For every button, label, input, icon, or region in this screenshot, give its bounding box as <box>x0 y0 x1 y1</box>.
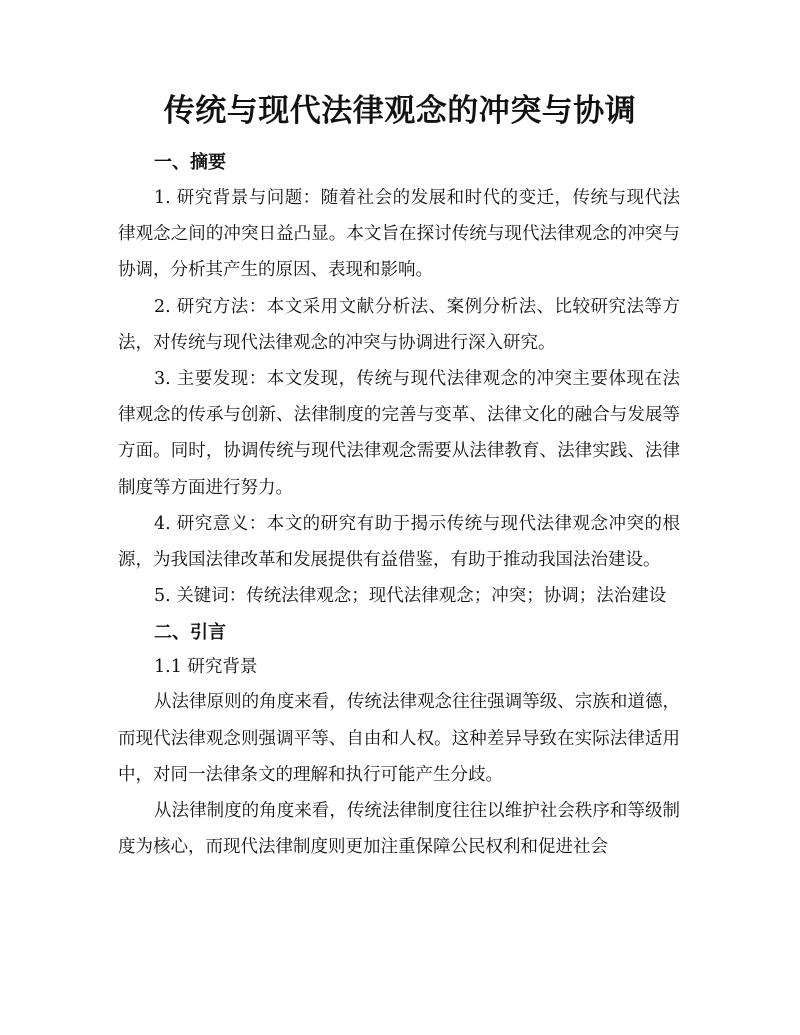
subsection-heading-background: 1.1 研究背景 <box>154 657 258 678</box>
document-title: 传统与现代法律观念的冲突与协调 <box>163 93 637 129</box>
abstract-item-background: 1. 研究背景与问题：随着社会的发展和时代的变迁，传统与现代法律观念之间的冲突日益凸显。本文旨在探讨传统与现代法律观念的冲突与协调，分析其产生的原因、表现和影响。 <box>118 188 680 281</box>
abstract-item-method: 2. 研究方法：本文采用文献分析法、案例分析法、比较研究法等方法，对传统与现代法律观念的冲突与协调进行深入研究。 <box>118 296 680 353</box>
section-heading-abstract: 一、摘要 <box>154 152 226 173</box>
document-body <box>118 146 680 865</box>
intro-paragraph-legal-principles: 从法律原则的角度来看，传统法律观念往往强调等级、宗族和道德，而现代法律观念则强调平等、自由和人权。这种差异导致在实际法律适用中，对同一法律条文的理解和执行可能产生分歧。 <box>118 692 680 785</box>
section-heading-introduction: 二、引言 <box>154 622 226 644</box>
abstract-item-keywords: 5. 关键词：传统法律观念；现代法律观念；冲突；协调；法治建设 <box>154 586 667 607</box>
abstract-item-significance: 4. 研究意义：本文的研究有助于揭示传统与现代法律观念冲突的根源，为我国法律改革和发展提供有益借鉴，有助于推动我国法治建设。 <box>118 513 680 571</box>
intro-paragraph-legal-system: 从法律制度的角度来看，传统法律制度往往以维护社会秩序和等级制度为核心，而现代法律制度则更加注重保障公民权利和促进社会 <box>118 801 680 858</box>
abstract-item-findings: 3. 主要发现：本文发现，传统与现代法律观念的冲突主要体现在法律观念的传承与创新、法律制度的完善与变革、法律文化的融合与发展等方面。同时，协调传统与现代法律观念需要从法律教育、法律实践、法律制度等方面进行努力。 <box>118 369 680 498</box>
